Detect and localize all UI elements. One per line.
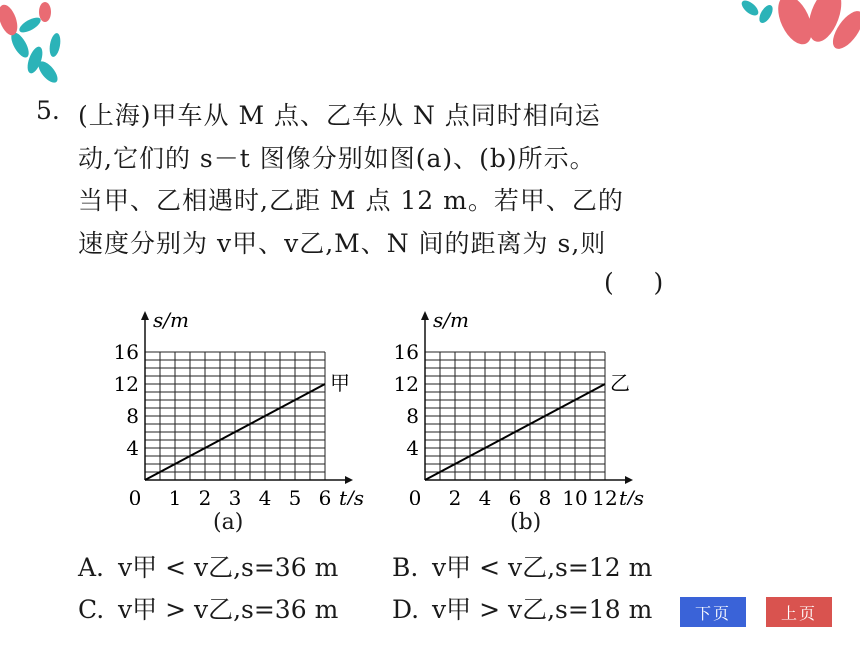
chart-b-ytick: 12 bbox=[393, 372, 419, 396]
option-c[interactable] bbox=[78, 590, 338, 626]
chart-b-ytick: 16 bbox=[393, 340, 419, 364]
option-c-text: v甲 > v乙,s=36 m bbox=[118, 595, 339, 624]
chart-a-xtick: 6 bbox=[318, 486, 332, 505]
option-b-text: v甲 < v乙,s=12 m bbox=[432, 553, 653, 582]
chart-a-caption: (a) bbox=[213, 510, 244, 535]
chart-b-ytick: 8 bbox=[406, 404, 419, 428]
chart-b-series-label: 乙 bbox=[610, 371, 630, 395]
chart-a-x-arrow bbox=[345, 476, 353, 484]
chart-b-x-arrow bbox=[625, 476, 633, 484]
chart-a-ylabel: s/m bbox=[153, 308, 189, 332]
chart-a-series-label: 甲 bbox=[330, 371, 350, 395]
question-line-2: 动,它们的 s－t 图像分别如图(a)、(b)所示。 bbox=[78, 144, 596, 173]
prev-page-button[interactable]: 上页 bbox=[766, 597, 832, 627]
chart-a-xtick: 0 bbox=[128, 486, 142, 505]
chart-b bbox=[385, 305, 660, 509]
next-page-button[interactable]: 下页 bbox=[680, 597, 746, 627]
option-b[interactable] bbox=[392, 548, 652, 584]
option-a[interactable] bbox=[78, 548, 338, 584]
chart-b-ylabel: s/m bbox=[433, 308, 469, 332]
chart-a-ytick: 4 bbox=[126, 436, 139, 460]
chart-b-svg bbox=[385, 305, 660, 505]
option-b-letter: B. bbox=[392, 553, 419, 582]
decorative-leaves-left bbox=[0, 0, 110, 110]
decorative-leaves-right bbox=[730, 0, 860, 80]
chart-a-xlabel: t/s bbox=[339, 486, 365, 505]
option-a-text: v甲 < v乙,s=36 m bbox=[118, 553, 339, 582]
chart-b-xlabel: t/s bbox=[619, 486, 645, 505]
answer-blank: ( ) bbox=[604, 268, 664, 297]
option-d-letter: D. bbox=[392, 595, 420, 624]
chart-a-xtick: 5 bbox=[288, 486, 302, 505]
chart-b-caption: (b) bbox=[510, 510, 542, 535]
question-line-3: 当甲、乙相遇时,乙距 M 点 12 m。若甲、乙的 bbox=[78, 186, 624, 215]
chart-b-ytick: 4 bbox=[406, 436, 419, 460]
option-c-letter: C. bbox=[78, 595, 105, 624]
chart-a-xtick: 3 bbox=[228, 486, 242, 505]
chart-a-xtick: 4 bbox=[258, 486, 272, 505]
option-a-letter: A. bbox=[78, 553, 105, 582]
chart-a-xtick: 2 bbox=[198, 486, 212, 505]
chart-b-xtick: 2 bbox=[448, 486, 462, 505]
chart-b-xtick: 6 bbox=[508, 486, 522, 505]
chart-a-y-arrow bbox=[141, 311, 149, 320]
question-number: 5. bbox=[36, 96, 60, 125]
chart-b-xtick: 12 bbox=[592, 486, 618, 505]
chart-b-xtick: 0 bbox=[408, 486, 422, 505]
chart-a-svg bbox=[105, 305, 365, 505]
chart-b-xtick: 10 bbox=[562, 486, 588, 505]
chart-a-xtick: 1 bbox=[168, 486, 182, 505]
question-line-4: 速度分别为 v甲、v乙,M、N 间的距离为 s,则 bbox=[78, 229, 607, 258]
chart-b-xtick: 8 bbox=[538, 486, 552, 505]
chart-a bbox=[105, 305, 365, 509]
chart-a-ytick: 16 bbox=[113, 340, 139, 364]
chart-a-ytick: 8 bbox=[126, 404, 139, 428]
chart-b-y-arrow bbox=[421, 311, 429, 320]
option-d-text: v甲 > v乙,s=18 m bbox=[432, 595, 653, 624]
option-d[interactable] bbox=[392, 590, 652, 626]
chart-a-ytick: 12 bbox=[113, 372, 139, 396]
chart-b-xtick: 4 bbox=[478, 486, 492, 505]
question-line-1: (上海)甲车从 M 点、乙车从 N 点同时相向运 bbox=[78, 101, 601, 130]
